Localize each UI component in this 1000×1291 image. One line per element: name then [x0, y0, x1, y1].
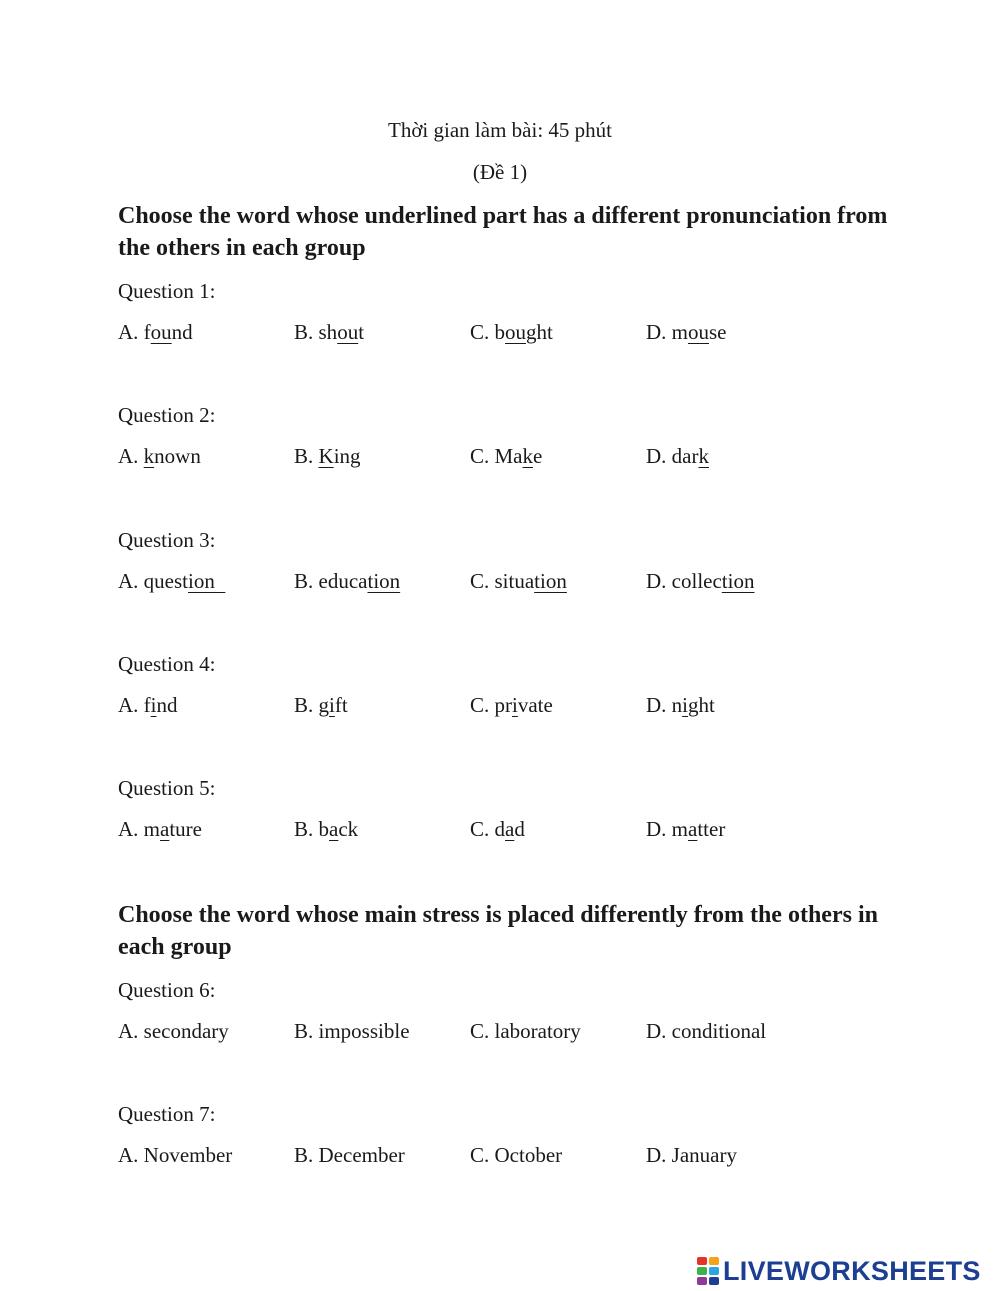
answer-option	[294, 1019, 410, 1044]
answer-option	[470, 444, 542, 469]
question-label: Question 6:	[118, 978, 216, 1002]
answer-option	[470, 693, 553, 718]
underlined-part: ou	[505, 320, 527, 344]
underlined-part: ou	[688, 320, 709, 344]
question-label: Question 5:	[118, 776, 216, 800]
option-text: C. b	[470, 320, 506, 344]
option-text: A. November	[118, 1143, 233, 1167]
option-text-rest: tter	[697, 817, 726, 841]
option-text: D. collec	[646, 569, 722, 593]
answer-option	[646, 1143, 737, 1168]
option-text: A. secondary	[118, 1019, 229, 1043]
option-text-rest: ck	[338, 817, 359, 841]
underlined-part: tion	[534, 569, 567, 593]
underlined-part: i	[512, 693, 518, 717]
option-text-rest: se	[709, 320, 727, 344]
answer-option	[118, 569, 225, 594]
option-text: B. sh	[294, 320, 338, 344]
option-text: D. m	[646, 817, 688, 841]
option-text-rest: nd	[156, 693, 178, 717]
option-text: D. dar	[646, 444, 699, 468]
answer-option	[294, 320, 364, 345]
option-text-rest: ing	[333, 444, 361, 468]
answer-option	[646, 1019, 766, 1044]
option-text: D. conditional	[646, 1019, 767, 1043]
underlined-part: ion	[188, 569, 226, 593]
answer-option	[294, 444, 361, 469]
answer-option	[470, 817, 525, 842]
underlined-part: i	[682, 693, 689, 717]
option-text: B. impossible	[294, 1019, 410, 1043]
underlined-part: k	[143, 444, 155, 468]
answer-option	[646, 569, 754, 594]
underlined-part: a	[160, 817, 170, 841]
answer-option	[470, 320, 553, 345]
option-text: B. December	[294, 1143, 405, 1167]
option-text-rest: ture	[169, 817, 202, 841]
underlined-part: tion	[367, 569, 401, 593]
answer-option	[118, 444, 201, 469]
underlined-part: ou	[337, 320, 359, 344]
liveworksheets-logo-icon	[697, 1257, 719, 1285]
underlined-part: k	[522, 444, 533, 468]
option-text: D. m	[646, 320, 688, 344]
answer-option	[118, 817, 202, 842]
answer-option	[470, 1143, 562, 1168]
exam-number: (Đề 1)	[472, 160, 528, 184]
underlined-part: k	[698, 444, 709, 468]
answer-option	[470, 569, 567, 594]
option-text: C. d	[470, 817, 506, 841]
question-label: Question 4:	[118, 652, 216, 676]
option-text-rest: ft	[334, 693, 348, 717]
answer-option	[118, 1143, 232, 1168]
underlined-part: K	[318, 444, 334, 468]
underlined-part: a	[688, 817, 698, 841]
question-label: Question 3:	[118, 528, 216, 552]
option-text: A. f	[118, 693, 151, 717]
option-text-rest: d	[514, 817, 525, 841]
underlined-part: i	[150, 693, 157, 717]
option-text: C. Ma	[470, 444, 523, 468]
answer-option	[294, 817, 358, 842]
option-text: B. g	[294, 693, 330, 717]
option-text: C. laboratory	[470, 1019, 581, 1043]
option-text-rest: ght	[688, 693, 715, 717]
question-label: Question 7:	[118, 1102, 216, 1126]
section-2-title: Choose the word whose main stress is placed differently from the others in each group	[118, 902, 878, 960]
underlined-part: a	[505, 817, 515, 841]
option-text: D. n	[646, 693, 683, 717]
option-text-rest: nown	[154, 444, 201, 468]
option-text: A. quest	[118, 569, 188, 593]
answer-option	[646, 320, 727, 345]
answer-option	[646, 817, 725, 842]
exam-time: Thời gian làm bài: 45 phút	[388, 118, 612, 142]
answer-option	[118, 693, 178, 718]
answer-option	[470, 1019, 581, 1044]
answer-option	[118, 320, 193, 345]
option-text: B.	[294, 444, 319, 468]
option-text-rest: e	[533, 444, 543, 468]
underlined-part: ou	[150, 320, 172, 344]
section-1-title: Choose the word whose underlined part has a different pronunciation from the others in each group	[118, 203, 888, 261]
option-text-rest: nd	[171, 320, 193, 344]
answer-option	[294, 569, 400, 594]
question-label: Question 1:	[118, 279, 216, 303]
option-text-rest: t	[358, 320, 365, 344]
option-text: A.	[118, 444, 144, 468]
answer-option	[118, 1019, 229, 1044]
liveworksheets-logo-text: LIVEWORKSHEETS	[723, 1255, 981, 1286]
question-label: Question 2:	[118, 403, 216, 427]
underlined-part: tion	[721, 569, 755, 593]
option-text-rest: vate	[517, 693, 553, 717]
underlined-part: a	[329, 817, 339, 841]
option-text: A. m	[118, 817, 160, 841]
option-text: C. pr	[470, 693, 512, 717]
answer-option	[646, 444, 709, 469]
answer-option	[646, 693, 715, 718]
option-text: C. situa	[470, 569, 535, 593]
option-text: A. f	[118, 320, 151, 344]
answer-option	[294, 693, 348, 718]
liveworksheets-logo	[697, 1253, 997, 1289]
option-text-rest: ght	[526, 320, 553, 344]
answer-option	[294, 1143, 405, 1168]
underlined-part: i	[329, 693, 335, 717]
option-text: B. educa	[294, 569, 368, 593]
option-text: C. October	[470, 1143, 563, 1167]
option-text: D. January	[646, 1143, 737, 1167]
option-text: B. b	[294, 817, 330, 841]
